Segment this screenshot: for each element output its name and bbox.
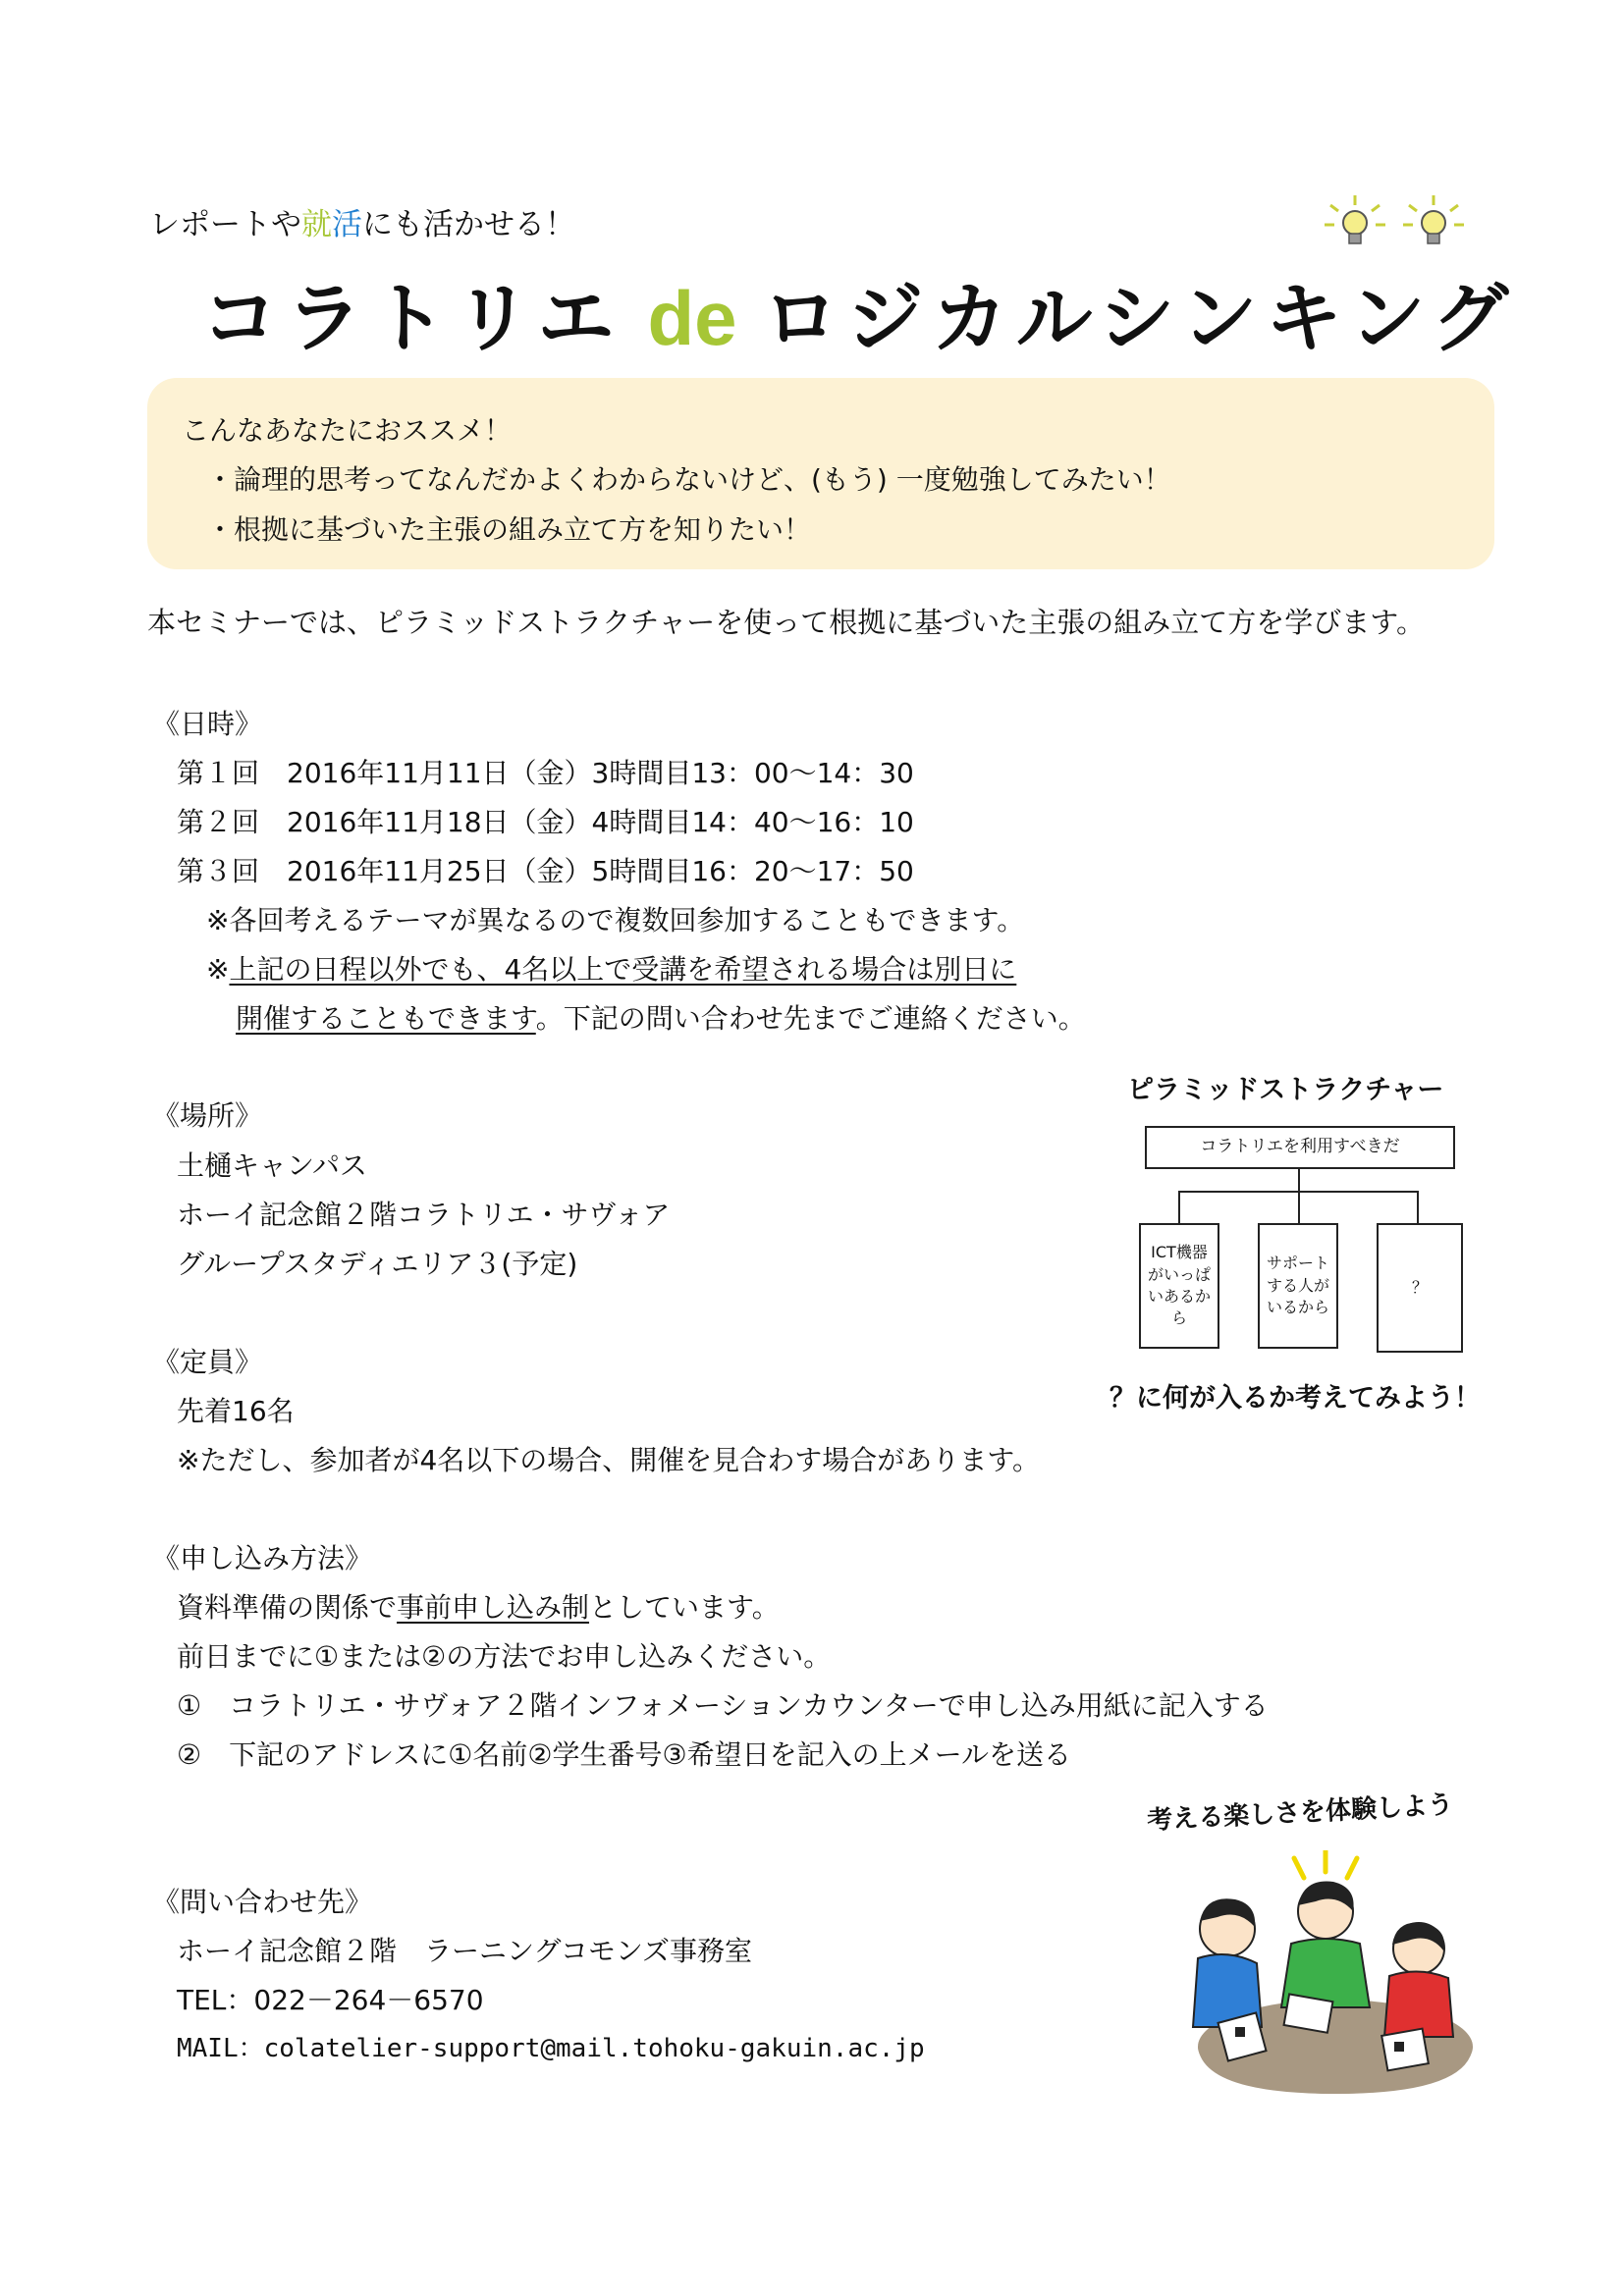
- diagram-top-node: コラトリエを利用すべきだ: [1145, 1126, 1455, 1169]
- title-part-2: ロジカルシンキング: [762, 275, 1517, 363]
- note-mark: ※: [206, 953, 230, 986]
- place-line: 土樋キャンパス: [177, 1149, 368, 1182]
- illustration-caption: 考える楽しさを体験しよう: [1146, 1789, 1454, 1837]
- title-de: de: [647, 275, 737, 361]
- diagram-title: ピラミッドストラクチャー: [1127, 1075, 1444, 1105]
- lightbulb-icon: [1321, 191, 1389, 260]
- diagram-connector: [1417, 1191, 1419, 1225]
- diagram-child-node: ICT機器がいっぱいあるから: [1139, 1223, 1219, 1349]
- schedule-note: ※各回考えるテーマが異なるので複数回参加することもできます。: [206, 904, 1025, 936]
- diagram-connector: [1298, 1191, 1300, 1225]
- place-line: ホーイ記念館２階コラトリエ・サヴォア: [177, 1199, 671, 1231]
- schedule-row: 第２回 2016年11月18日（金）4時間目14：40～16：10: [177, 806, 914, 838]
- lightbulb-icon: [1399, 191, 1468, 260]
- contact-mail: MAIL：colatelier-support@mail.tohoku-gakuin.ac.jp: [177, 2034, 925, 2063]
- contact-heading: 《問い合わせ先》: [152, 1886, 373, 1918]
- tagline: [149, 199, 575, 243]
- capacity-line: ※ただし、参加者が4名以下の場合、開催を見合わす場合があります。: [177, 1444, 1041, 1476]
- schedule-heading: 《日時》: [152, 708, 263, 740]
- title-part-1: コラトリエ: [201, 275, 623, 363]
- capacity-heading: 《定員》: [152, 1346, 263, 1378]
- place-line: グループスタディエリア３(予定): [177, 1248, 578, 1280]
- schedule-row: 第３回 2016年11月25日（金）5時間目16：20～17：50: [177, 855, 914, 887]
- apply-text: 資料準備の関係で: [177, 1591, 398, 1624]
- tagline-text: レポートや: [149, 207, 301, 242]
- diagram-connector: [1178, 1191, 1180, 1225]
- contact-tel: TEL：022－264－6570: [177, 1984, 484, 2016]
- diagram-connector: [1298, 1167, 1300, 1192]
- tagline-text-end: にも活かせる！: [362, 207, 575, 242]
- note-text: 。下記の問い合わせ先までご連絡ください。: [535, 1002, 1086, 1035]
- apply-option: ① コラトリエ・サヴォア２階インフォメーションカウンターで申し込み用紙に記入する: [177, 1689, 1269, 1722]
- diagram-child-node: サポートする人がいるから: [1258, 1223, 1338, 1349]
- apply-line: 前日までに①または②の方法でお申し込みください。: [177, 1640, 832, 1673]
- intro-text: 本セミナーでは、ピラミッドストラクチャーを使って根拠に基づいた主張の組み立て方を学びます。: [147, 606, 1425, 639]
- recommend-item: ・根拠に基づいた主張の組み立て方を知りたい！: [206, 513, 812, 546]
- apply-text: としています。: [589, 1591, 780, 1624]
- contact-office: ホーイ記念館２階 ラーニングコモンズ事務室: [177, 1935, 753, 1967]
- apply-option: ② 下記のアドレスに①名前②学生番号③希望日を記入の上メールを送る: [177, 1738, 1072, 1771]
- diagram-child-node: ？: [1377, 1223, 1463, 1353]
- diagram-caption: ？に何が入るか考えてみよう！: [1110, 1383, 1481, 1414]
- schedule-note: [236, 997, 1086, 1037]
- students-illustration: [1178, 1850, 1473, 2096]
- place-heading: 《場所》: [152, 1099, 263, 1132]
- apply-heading: 《申し込み方法》: [152, 1542, 373, 1575]
- note-underlined: 開催することもできます: [236, 1002, 536, 1035]
- schedule-row: 第１回 2016年11月11日（金）3時間目13：00～14：30: [177, 757, 914, 789]
- schedule-note: [206, 948, 1016, 988]
- apply-line: [177, 1586, 780, 1626]
- tagline-highlight-1: 就: [301, 207, 332, 242]
- note-underlined: 上記の日程以外でも、4名以上で受講を希望される場合は別日に: [229, 953, 1017, 986]
- apply-underlined: 事前申し込み制: [397, 1591, 590, 1624]
- capacity-line: 先着16名: [177, 1395, 295, 1427]
- recommend-item: ・論理的思考ってなんだかよくわからないけど、(もう) 一度勉強してみたい！: [206, 463, 1171, 496]
- recommend-heading: こんなあなたにおススメ！: [182, 414, 513, 447]
- tagline-highlight-2: 活: [332, 207, 362, 242]
- page-title: [201, 257, 1516, 367]
